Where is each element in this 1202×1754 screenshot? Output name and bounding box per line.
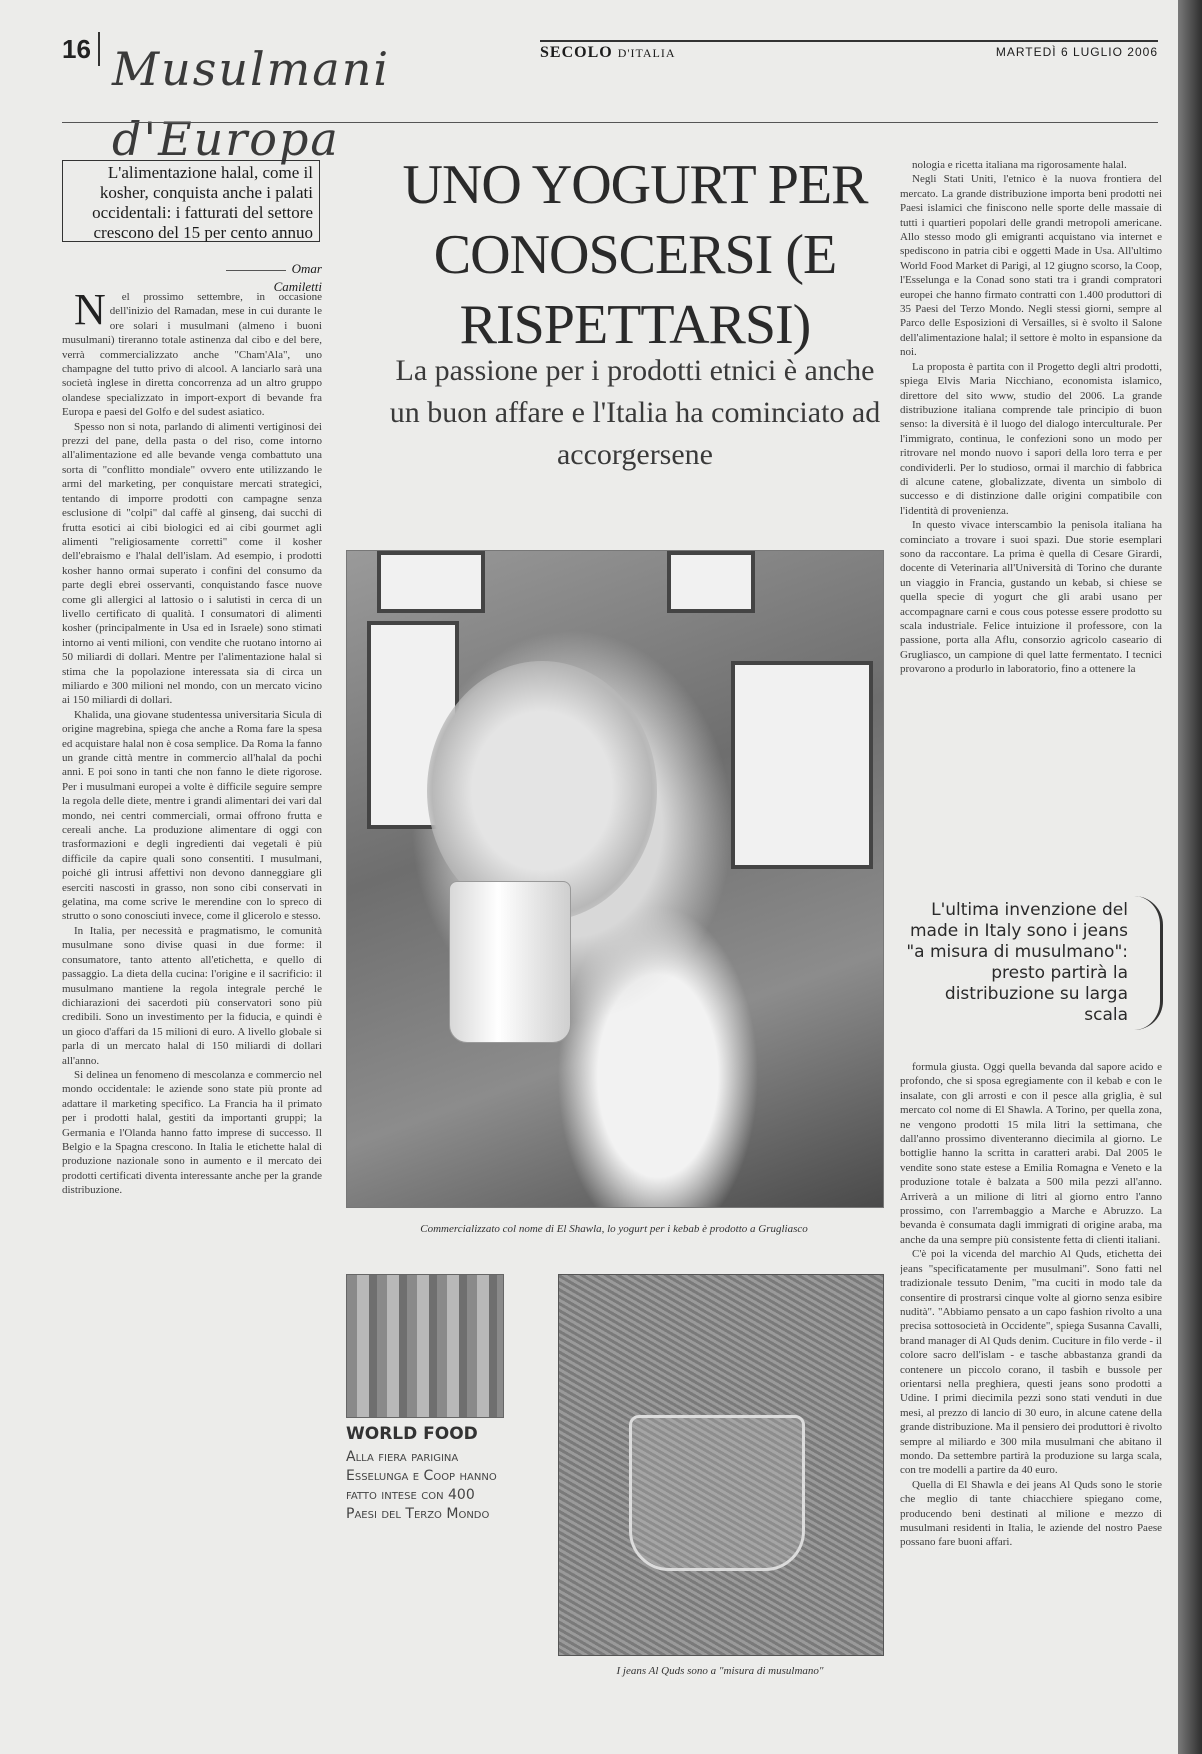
paragraph: Negli Stati Uniti, l'etnico è la nuova frontiera del mercato. La grande distribuzione importa beni prodotti nei Paesi islamici che finiscono nelle sporte delle massaie di tutti i quartieri popolari delle grandi metropoli americane. Allo stesso modo gli emigranti acquistano via internet e spediscono in patria cibi e oggetti Made in Usa. All'ultimo World Food Market di Parigi, al 12 giugno scorso, la Coop, l'Esselunga e la Conad sono stati tra i grandi compratori europei che hanno firmato contratti con 1.400 produttori di 35 Paesi del Terzo Mondo. Negli stessi giorni, sempre al Parco delle Esposizioni di Versailles, si è svolto il Salone dell'alimentazione halal; il settore è molto in espansione da noi. — [900, 173, 1162, 359]
section-title: Musulmani d'Europa — [112, 42, 391, 166]
pull-quote-bracket — [1134, 896, 1163, 1030]
article-column-left — [62, 290, 322, 1670]
jeans-photo-caption: I jeans Al Quds sono a "misura di musulmano" — [616, 1665, 824, 1677]
paragraph: La proposta è partita con il Progetto degli altri prodotti, spiega Elvis Maria Nicchiano, economista islamico, direttore del sito www, studio del 2006. La grande distribuzione italiana comprende tale principio di buon senso: la diversità è il luogo del dialogo interculturale. Per l'immigrato, continua, le confezioni sono un modo per ritrovare nel mondo nuovo i sapori della loro terra e per condividerli. Per lo studioso, ormai il marchio di fabbrica di alcune catene, globalizzate, diventa un simbolo di successo e di distinzione dalle origini compatibile con l'identità di provenienza. — [900, 360, 1162, 517]
sidebar-label: WORLD FOOD — [346, 1424, 478, 1444]
paragraph: Nel prossimo settembre, in occasione dell'inizio del Ramadan, mese in cui durante le ore solari i musulmani (almeno i buoni musulmani) tireranno totale astinenza dal cibo e del bere, verrà commercializzato anche "Cham'Ala", uno champagne del tutto privo di alcool. A lanciarlo sarà una società inglese in diretta concorrenza ad un altro gruppo olandese specializzato in import-export di bevande fra Europa e paesi del Golfo e del sudest asiatico. — [62, 290, 322, 419]
paragraph: Quella di El Shawla e dei jeans Al Quds sono le storie che meglio di tante chiacchiere spiegano come, producendo beni destinati al milione e mezzo di musulmani residenti in Italia, le aziende del nostro Paese possano fare buoni affari. — [900, 1478, 1162, 1549]
paragraph: nologia e ricetta italiana ma rigorosamente halal. — [912, 159, 1127, 171]
paragraph: C'è poi la vicenda del marchio Al Quds, etichetta dei jeans "specificatamente per musulmani". Sono fatti nel tradizionale tessuto Denim, "ma cuciti in modo tale da consentire di prostrarsi cinque volte al giorno senza esibire nudità". "Abbiamo pensato a un capo fashion rivolto a una precisa sottosocietà in Occidente", spiega Susanna Cavalli, brand manager di Al Quds denim. Cuciture in filo verde - il colore sacro dell'islam - e tasche abbastanza grandi da contenere un piccolo corano, il tasbih e bussole per orientarsi nella preghiera, questi jeans sono prodotti a Udine. I primi diecimila pezzi sono stati venduti in due mesi, al prezzo di lancio di 30 euro, in alcune catene della grande distribuzione. Ma il pensiero dei produttori è rivolto sempre al miliardo e 300 mila musulmani che abitano il mondo. Da settembre partirà la produzione su larga scala, con tre modelli a partire da 40 euro. — [900, 1248, 1162, 1477]
jeans-photo — [558, 1274, 884, 1656]
photo-yogurt-cup — [449, 881, 571, 1043]
paragraph: Khalida, una giovane studentessa universitaria Sicula di origine magrebina, spiega che anche a Roma fare la spesa ed acquistare halal non è cosa semplice. Da Roma la fanno un grande città mentre in commercio all'halal da pochi anni. E poi sono in tanti che non fanno le diete rigorose. Per i musulmani europei a volte è difficile seguire sempre la regola delle diete, mentre i grandi alimentari dei vari dal mondo, nei centri commerciali, ormai offrono frutta e cereali anche. La produzione alimentare di oggi con trasformazioni e degli ingredienti dai vegetali è più difficile da capire quali sono consentiti. I musulmani, poiché gli intrusi affettivi non devono danneggiare gli eserciti nascosti in grasso, non sono cibi conservati in gelatina, ma come scrive le merendine con lo spreco di strutto o sono conosciuti invece, come il glicerolo e stesso. — [62, 708, 322, 923]
photo-window — [377, 551, 485, 613]
summary-box: L'alimentazione halal, come il kosher, conquista anche i palati occidentali: i fatturati del settore crescono del 15 per cento annuo — [62, 160, 320, 242]
masthead-name: SECOLO — [540, 44, 613, 61]
date-line: MARTEDÌ 6 LUGLIO 2006 — [995, 45, 1158, 59]
photo-window — [731, 661, 873, 869]
main-photo-caption: Commercializzato col nome di El Shawla, lo yogurt per i kebab è prodotto a Grugliasco — [420, 1223, 808, 1235]
byline: Omar Camiletti — [180, 260, 322, 278]
main-photo-child-eating-yogurt — [346, 550, 884, 1208]
paragraph: formula giusta. Oggi quella bevanda dal sapore acido e profondo, che si sposa egregiamente con il kebab e con le insalate, con gli arrosti e con il pesce alla griglia, è sul mercato col nome di El Shawla. A Torino, per quella zona, ne vengono prodotti 15 mila litri la settimana, che dall'anno prossimo diventeranno diecimila al giorno. Le bottiglie hanno la scritta in caratteri arabi. Dal 2005 le vendite sono state estese a Emilia Romagna e Veneto e la produzione totale è balzata a 500 mila pezzi all'anno. Arriverà a un milione di litri al giorno entro l'anno prossimo, con l'arrembaggio a Marche e Abruzzo. La bevanda è consumata dagli immigrati di origine araba, ma anche da una sempre più consistente fetta di clienti italiani. — [900, 1061, 1162, 1246]
subhead: La passione per i prodotti etnici è anche un buon affare e l'Italia ha cominciato ad accorgersene — [389, 354, 881, 471]
masthead-suffix: D'ITALIA — [617, 46, 676, 60]
paragraph: Spesso non si nota, parlando di alimenti vertiginosi dei prezzi del pane, della pasta o del riso, come intorno all'alimentazione ed alle bevande venga combattuto una sorta di "conflitto mondiale" ovvero ente utilizzando le armi del marketing, per conquistare mercati strategici, tentando di imporre prodotti con campagne senza esclusione di "colpi" dal caffè al ginseng, dai succhi di frutta esotici ai cibi biologici ed ai cibi gourmet agli alimenti "religiosamente corretti" come il kosher dell'ebraismo e l'halal dell'islam. Ad esempio, i prodotti kosher hanno ormai superato i confini del consumo da parte degli ebrei osservanti, conquistando fasce nuove come gli allergici al lattosio o i salutisti in cerca di un livello certificato di qualità. I consumatori di alimenti kosher (principalmente in Usa ed in Israele) sono stimati intorno ai venti milioni, con vendite che ruotano intorno ai 50 miliardi di dollari. Mentre per l'alimentazione halal si stima che la popolazione interessata sia di circa un miliardo e 300 milioni nel mondo, con un mercato vicino ai 150 miliardi di dollari. — [62, 420, 322, 707]
sidebar-text: Alla fiera parigina Esselunga e Coop hanno fatto intese con 400 Paesi del Terzo Mondo — [346, 1449, 497, 1522]
world-food-fair-photo — [346, 1274, 504, 1418]
header-divider — [62, 122, 1158, 123]
masthead — [540, 42, 690, 64]
paragraph: In questo vivace interscambio la penisola italiana ha cominciato a trovare i suoi spazi. Due storie esemplari sono da raccontare. La prima è quella di Cesare Girardi, docente di Veterinaria all'Università di Torino che durante un viaggio in Francia, gustando un kebab, si chiese se quella specie di yogurt che gli arabi usano per accompagnare carni e cous cous potesse essere prodotto su scala industriale. Felice intuizione il professore, con la passione, porta alla Aflu, consorzio agricolo caseario di Grugliasco, un campione di quel latte fermentato. I tecnici provarono a produrlo in laboratorio, fino a ottenere la — [900, 519, 1162, 676]
pull-quote: L'ultima invenzione del made in Italy sono i jeans "a misura di musulmano": presto partirà la distribuzione su larga scala — [906, 900, 1128, 1025]
paragraph: Si delinea un fenomeno di mescolanza e commercio nel mondo occidentale: le aziende sono state più pronte ad adattare il marketing specifico. La Francia ha il primato per i prodotti halal, gestiti da importanti gruppi; la Germania e l'Olanda hanno fatto imprese di successo. Il Belgio e la Spagna crescono. In Italia le etichette halal di produzione nazionale sono in aumento e il mercato dei prodotti certificati diventa interessante anche per la grande distribuzione. — [62, 1068, 322, 1197]
jeans-pocket — [629, 1415, 805, 1571]
article-column-right-top — [900, 158, 1162, 870]
photo-window — [667, 551, 755, 613]
page-edge-shadow — [1178, 0, 1202, 1754]
paragraph: In Italia, per necessità e pragmatismo, le comunità musulmane sono divise quasi in due forme: il consumatore, tanto attento all'etichetta, e quello di passaggio. La dieta della cucina: l'origine e il sacrificio: il musulmano mantiene la regola integrale perché le dichiarazioni dei sacerdoti più conservatori sono più credibili. Sono un investimento per la fiducia, e quindi è un gioco d'affari da 15 milioni di euro. A livello globale si parla di un mercato halal di 150 miliardi di dollari all'anno. — [62, 924, 322, 1067]
headline: UNO YOGURT PER CONOSCERSI (E RISPETTARSI) — [402, 154, 868, 356]
article-column-right-bottom — [900, 1060, 1162, 1670]
page-number: 16 — [62, 32, 100, 66]
